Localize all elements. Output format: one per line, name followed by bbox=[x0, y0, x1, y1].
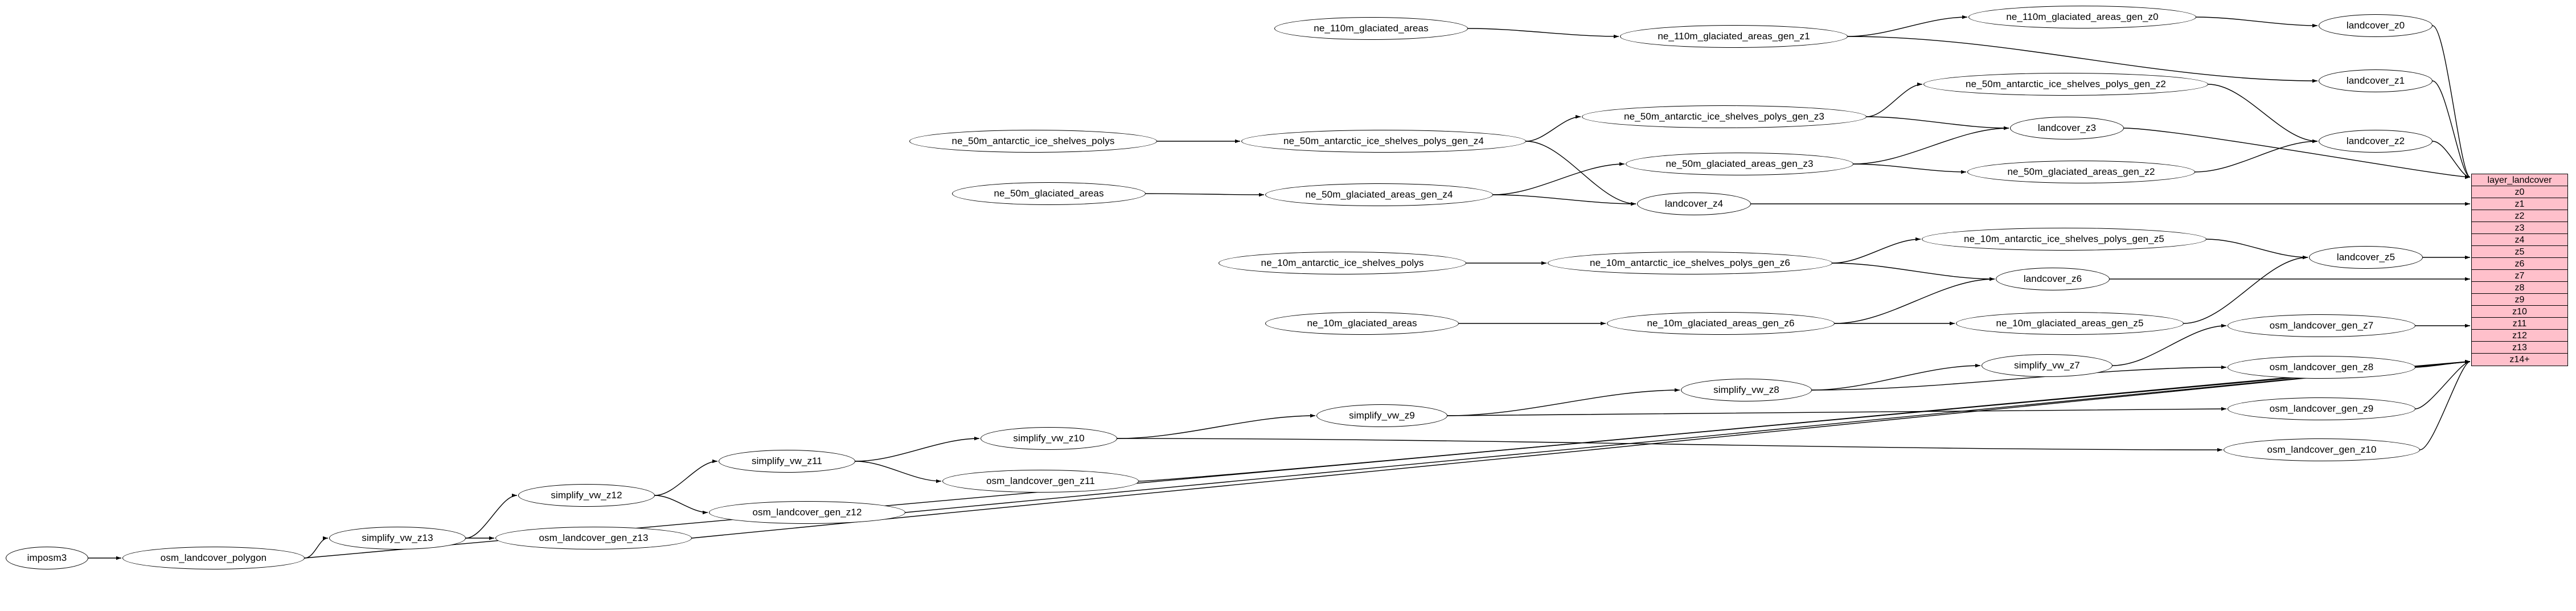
edge-simplify-vw-z12-to-simplify-vw-z11 bbox=[655, 461, 717, 495]
edge-simplify-vw-z11-to-simplify-vw-z10 bbox=[855, 438, 979, 461]
graph-node-landcover-z1[interactable]: landcover_z1 bbox=[2319, 69, 2433, 92]
graph-node-simplify-vw-z9[interactable]: simplify_vw_z9 bbox=[1316, 404, 1447, 427]
graph-node-ne-50m-glaciated-areas-gen-z4[interactable]: ne_50m_glaciated_areas_gen_z4 bbox=[1265, 183, 1493, 206]
graph-node-ne-10m-antarctic-ice-shelves-polys-gen-z5[interactable]: ne_10m_antarctic_ice_shelves_polys_gen_z5 bbox=[1922, 228, 2206, 251]
legend-row-z10[interactable]: z10 bbox=[2472, 306, 2567, 318]
graph-node-landcover-z3[interactable]: landcover_z3 bbox=[2010, 117, 2124, 140]
graph-node-simplify-vw-z7[interactable]: simplify_vw_z7 bbox=[1982, 354, 2113, 377]
legend-title: layer_landcover bbox=[2472, 174, 2567, 186]
edge-simplify-vw-z9-to-simplify-vw-z8 bbox=[1447, 390, 1680, 416]
graph-node-osm-landcover-gen-z7[interactable]: osm_landcover_gen_z7 bbox=[2228, 314, 2415, 337]
edge-ne-50m-glaciated-areas-gen-z4-to-ne-50m-glaciated-areas-gen-z3 bbox=[1493, 164, 1625, 195]
edge-simplify-vw-z12-to-osm-landcover-gen-z12 bbox=[655, 495, 708, 512]
graph-node-ne-50m-glaciated-areas[interactable]: ne_50m_glaciated_areas bbox=[952, 182, 1146, 205]
graph-node-ne-50m-antarctic-ice-shelves-polys-gen-z3[interactable]: ne_50m_antarctic_ice_shelves_polys_gen_z3 bbox=[1582, 105, 1867, 128]
graph-node-ne-110m-glaciated-areas-gen-z0[interactable]: ne_110m_glaciated_areas_gen_z0 bbox=[1968, 6, 2196, 28]
legend-row-z12[interactable]: z12 bbox=[2472, 330, 2567, 342]
graph-node-ne-50m-glaciated-areas-gen-z2[interactable]: ne_50m_glaciated_areas_gen_z2 bbox=[1967, 161, 2195, 183]
graph-node-ne-10m-glaciated-areas-gen-z5[interactable]: ne_10m_glaciated_areas_gen_z5 bbox=[1956, 312, 2184, 335]
edge-ne-10m-antarctic-ice-shelves-polys-gen-z5-to-landcover-z5 bbox=[2206, 239, 2308, 257]
edge-ne-50m-glaciated-areas-gen-z3-to-ne-50m-glaciated-areas-gen-z2 bbox=[1853, 164, 1966, 172]
edge-ne-10m-antarctic-ice-shelves-polys-gen-z6-to-landcover-z6 bbox=[1832, 263, 1995, 279]
graph-node-osm-landcover-gen-z8[interactable]: osm_landcover_gen_z8 bbox=[2228, 356, 2415, 379]
graph-node-ne-50m-antarctic-ice-shelves-polys-gen-z2[interactable]: ne_50m_antarctic_ice_shelves_polys_gen_z2 bbox=[1923, 73, 2208, 96]
legend-row-z5[interactable]: z5 bbox=[2472, 246, 2567, 258]
edge-osm-landcover-gen-z12-to-layer-landcover bbox=[905, 362, 2470, 512]
graph-node-osm-landcover-gen-z10[interactable]: osm_landcover_gen_z10 bbox=[2224, 438, 2420, 461]
edge-ne-50m-glaciated-areas-gen-z3-to-landcover-z3 bbox=[1853, 128, 2009, 164]
graph-node-landcover-z2[interactable]: landcover_z2 bbox=[2319, 130, 2433, 153]
graph-node-simplify-vw-z12[interactable]: simplify_vw_z12 bbox=[518, 484, 655, 507]
edge-ne-50m-antarctic-ice-shelves-polys-gen-z2-to-landcover-z2 bbox=[2208, 84, 2317, 141]
legend-row-z13[interactable]: z13 bbox=[2472, 342, 2567, 354]
graph-node-simplify-vw-z11[interactable]: simplify_vw_z11 bbox=[719, 450, 855, 473]
graph-node-osm-landcover-gen-z12[interactable]: osm_landcover_gen_z12 bbox=[709, 501, 905, 524]
graph-node-simplify-vw-z10[interactable]: simplify_vw_z10 bbox=[981, 427, 1117, 450]
edge-ne-50m-antarctic-ice-shelves-polys-gen-z3-to-ne-50m-antarctic-ice-shelves-polys-gen-z2 bbox=[1867, 84, 1922, 117]
graph-node-ne-10m-glaciated-areas[interactable]: ne_10m_glaciated_areas bbox=[1265, 312, 1459, 335]
legend-row-z9[interactable]: z9 bbox=[2472, 294, 2567, 306]
edge-ne-110m-glaciated-areas-to-ne-110m-glaciated-areas-gen-z1 bbox=[1468, 28, 1619, 36]
graph-node-osm-landcover-polygon[interactable]: osm_landcover_polygon bbox=[122, 547, 305, 569]
graph-node-ne-110m-glaciated-areas-gen-z1[interactable]: ne_110m_glaciated_areas_gen_z1 bbox=[1620, 25, 1848, 48]
legend-row-z11[interactable]: z11 bbox=[2472, 318, 2567, 330]
edge-osm-landcover-gen-z13-to-layer-landcover bbox=[692, 362, 2470, 538]
legend-row-z4[interactable]: z4 bbox=[2472, 234, 2567, 246]
legend-row-z2[interactable]: z2 bbox=[2472, 210, 2567, 222]
graph-node-osm-landcover-gen-z9[interactable]: osm_landcover_gen_z9 bbox=[2228, 397, 2415, 420]
edge-ne-110m-glaciated-areas-gen-z1-to-ne-110m-glaciated-areas-gen-z0 bbox=[1848, 17, 1967, 36]
edge-osm-landcover-gen-z10-to-layer-landcover bbox=[2420, 362, 2470, 450]
graph-node-landcover-z6[interactable]: landcover_z6 bbox=[1996, 268, 2110, 290]
edge-simplify-vw-z11-to-osm-landcover-gen-z11 bbox=[855, 461, 941, 481]
edge-simplify-vw-z8-to-simplify-vw-z7 bbox=[1812, 366, 1980, 390]
legend-row-z8[interactable]: z8 bbox=[2472, 282, 2567, 294]
graph-node-ne-10m-antarctic-ice-shelves-polys[interactable]: ne_10m_antarctic_ice_shelves_polys bbox=[1219, 252, 1466, 274]
edge-landcover-z2-to-layer-landcover bbox=[2433, 141, 2470, 177]
graph-node-landcover-z0[interactable]: landcover_z0 bbox=[2319, 14, 2433, 37]
graph-node-landcover-z4[interactable]: landcover_z4 bbox=[1637, 192, 1751, 215]
edge-ne-110m-glaciated-areas-gen-z0-to-landcover-z0 bbox=[2196, 17, 2317, 26]
edge-osm-landcover-polygon-to-simplify-vw-z13 bbox=[305, 538, 328, 558]
edge-landcover-z0-to-layer-landcover bbox=[2433, 26, 2470, 177]
edge-ne-50m-antarctic-ice-shelves-polys-gen-z4-to-ne-50m-antarctic-ice-shelves-polys-gen-z3 bbox=[1526, 117, 1581, 141]
graph-node-osm-landcover-gen-z13[interactable]: osm_landcover_gen_z13 bbox=[495, 527, 692, 550]
edge-ne-50m-glaciated-areas-to-ne-50m-glaciated-areas-gen-z4 bbox=[1146, 194, 1264, 195]
edge-simplify-vw-z10-to-osm-landcover-gen-z10 bbox=[1117, 438, 2222, 450]
edge-simplify-vw-z10-to-simplify-vw-z9 bbox=[1117, 416, 1315, 438]
edge-ne-50m-antarctic-ice-shelves-polys-gen-z3-to-landcover-z3 bbox=[1867, 117, 2009, 128]
edge-ne-10m-antarctic-ice-shelves-polys-gen-z6-to-ne-10m-antarctic-ice-shelves-polys-gen-z5 bbox=[1832, 239, 1921, 263]
graph-node-osm-landcover-gen-z11[interactable]: osm_landcover_gen_z11 bbox=[942, 470, 1139, 493]
legend-row-z0[interactable]: z0 bbox=[2472, 186, 2567, 198]
legend-row-z1[interactable]: z1 bbox=[2472, 198, 2567, 210]
graph-node-ne-10m-glaciated-areas-gen-z6[interactable]: ne_10m_glaciated_areas_gen_z6 bbox=[1607, 312, 1835, 335]
edge-ne-50m-glaciated-areas-gen-z4-to-landcover-z4 bbox=[1493, 195, 1636, 204]
edge-osm-landcover-gen-z9-to-layer-landcover bbox=[2415, 362, 2470, 409]
legend-row-z14+[interactable]: z14+ bbox=[2509, 355, 2530, 364]
edge-ne-10m-glaciated-areas-gen-z6-to-landcover-z6 bbox=[1835, 279, 1995, 323]
graph-node-ne-110m-glaciated-areas[interactable]: ne_110m_glaciated_areas bbox=[1274, 17, 1468, 40]
edge-landcover-z1-to-layer-landcover bbox=[2433, 81, 2470, 177]
edge-ne-50m-glaciated-areas-gen-z2-to-landcover-z2 bbox=[2195, 141, 2317, 172]
legend-row-z6[interactable]: z6 bbox=[2472, 258, 2567, 270]
legend-row-z3[interactable]: z3 bbox=[2472, 222, 2567, 234]
graph-node-imposm3[interactable]: imposm3 bbox=[6, 547, 88, 569]
graph-node-landcover-z5[interactable]: landcover_z5 bbox=[2309, 246, 2423, 269]
graph-node-simplify-vw-z13[interactable]: simplify_vw_z13 bbox=[329, 527, 466, 550]
graph-node-ne-10m-antarctic-ice-shelves-polys-gen-z6[interactable]: ne_10m_antarctic_ice_shelves_polys_gen_z6 bbox=[1548, 252, 1832, 274]
graph-node-ne-50m-antarctic-ice-shelves-polys[interactable]: ne_50m_antarctic_ice_shelves_polys bbox=[909, 130, 1157, 153]
legend-row-z7[interactable]: z7 bbox=[2472, 270, 2567, 282]
edge-simplify-vw-z9-to-osm-landcover-gen-z9 bbox=[1447, 409, 2226, 416]
graph-node-simplify-vw-z8[interactable]: simplify_vw_z8 bbox=[1681, 379, 1812, 401]
edge-ne-10m-glaciated-areas-gen-z5-to-landcover-z5 bbox=[2184, 257, 2308, 323]
graph-node-ne-50m-antarctic-ice-shelves-polys-gen-z4[interactable]: ne_50m_antarctic_ice_shelves_polys_gen_z4 bbox=[1241, 130, 1526, 153]
edge-ne-50m-antarctic-ice-shelves-polys-gen-z4-to-landcover-z4 bbox=[1526, 141, 1636, 204]
graph-node-ne-50m-glaciated-areas-gen-z3[interactable]: ne_50m_glaciated_areas_gen_z3 bbox=[1626, 153, 1853, 175]
edge-osm-landcover-gen-z8-to-layer-landcover bbox=[2415, 362, 2470, 367]
legend-layer-landcover[interactable] bbox=[2471, 174, 2568, 366]
